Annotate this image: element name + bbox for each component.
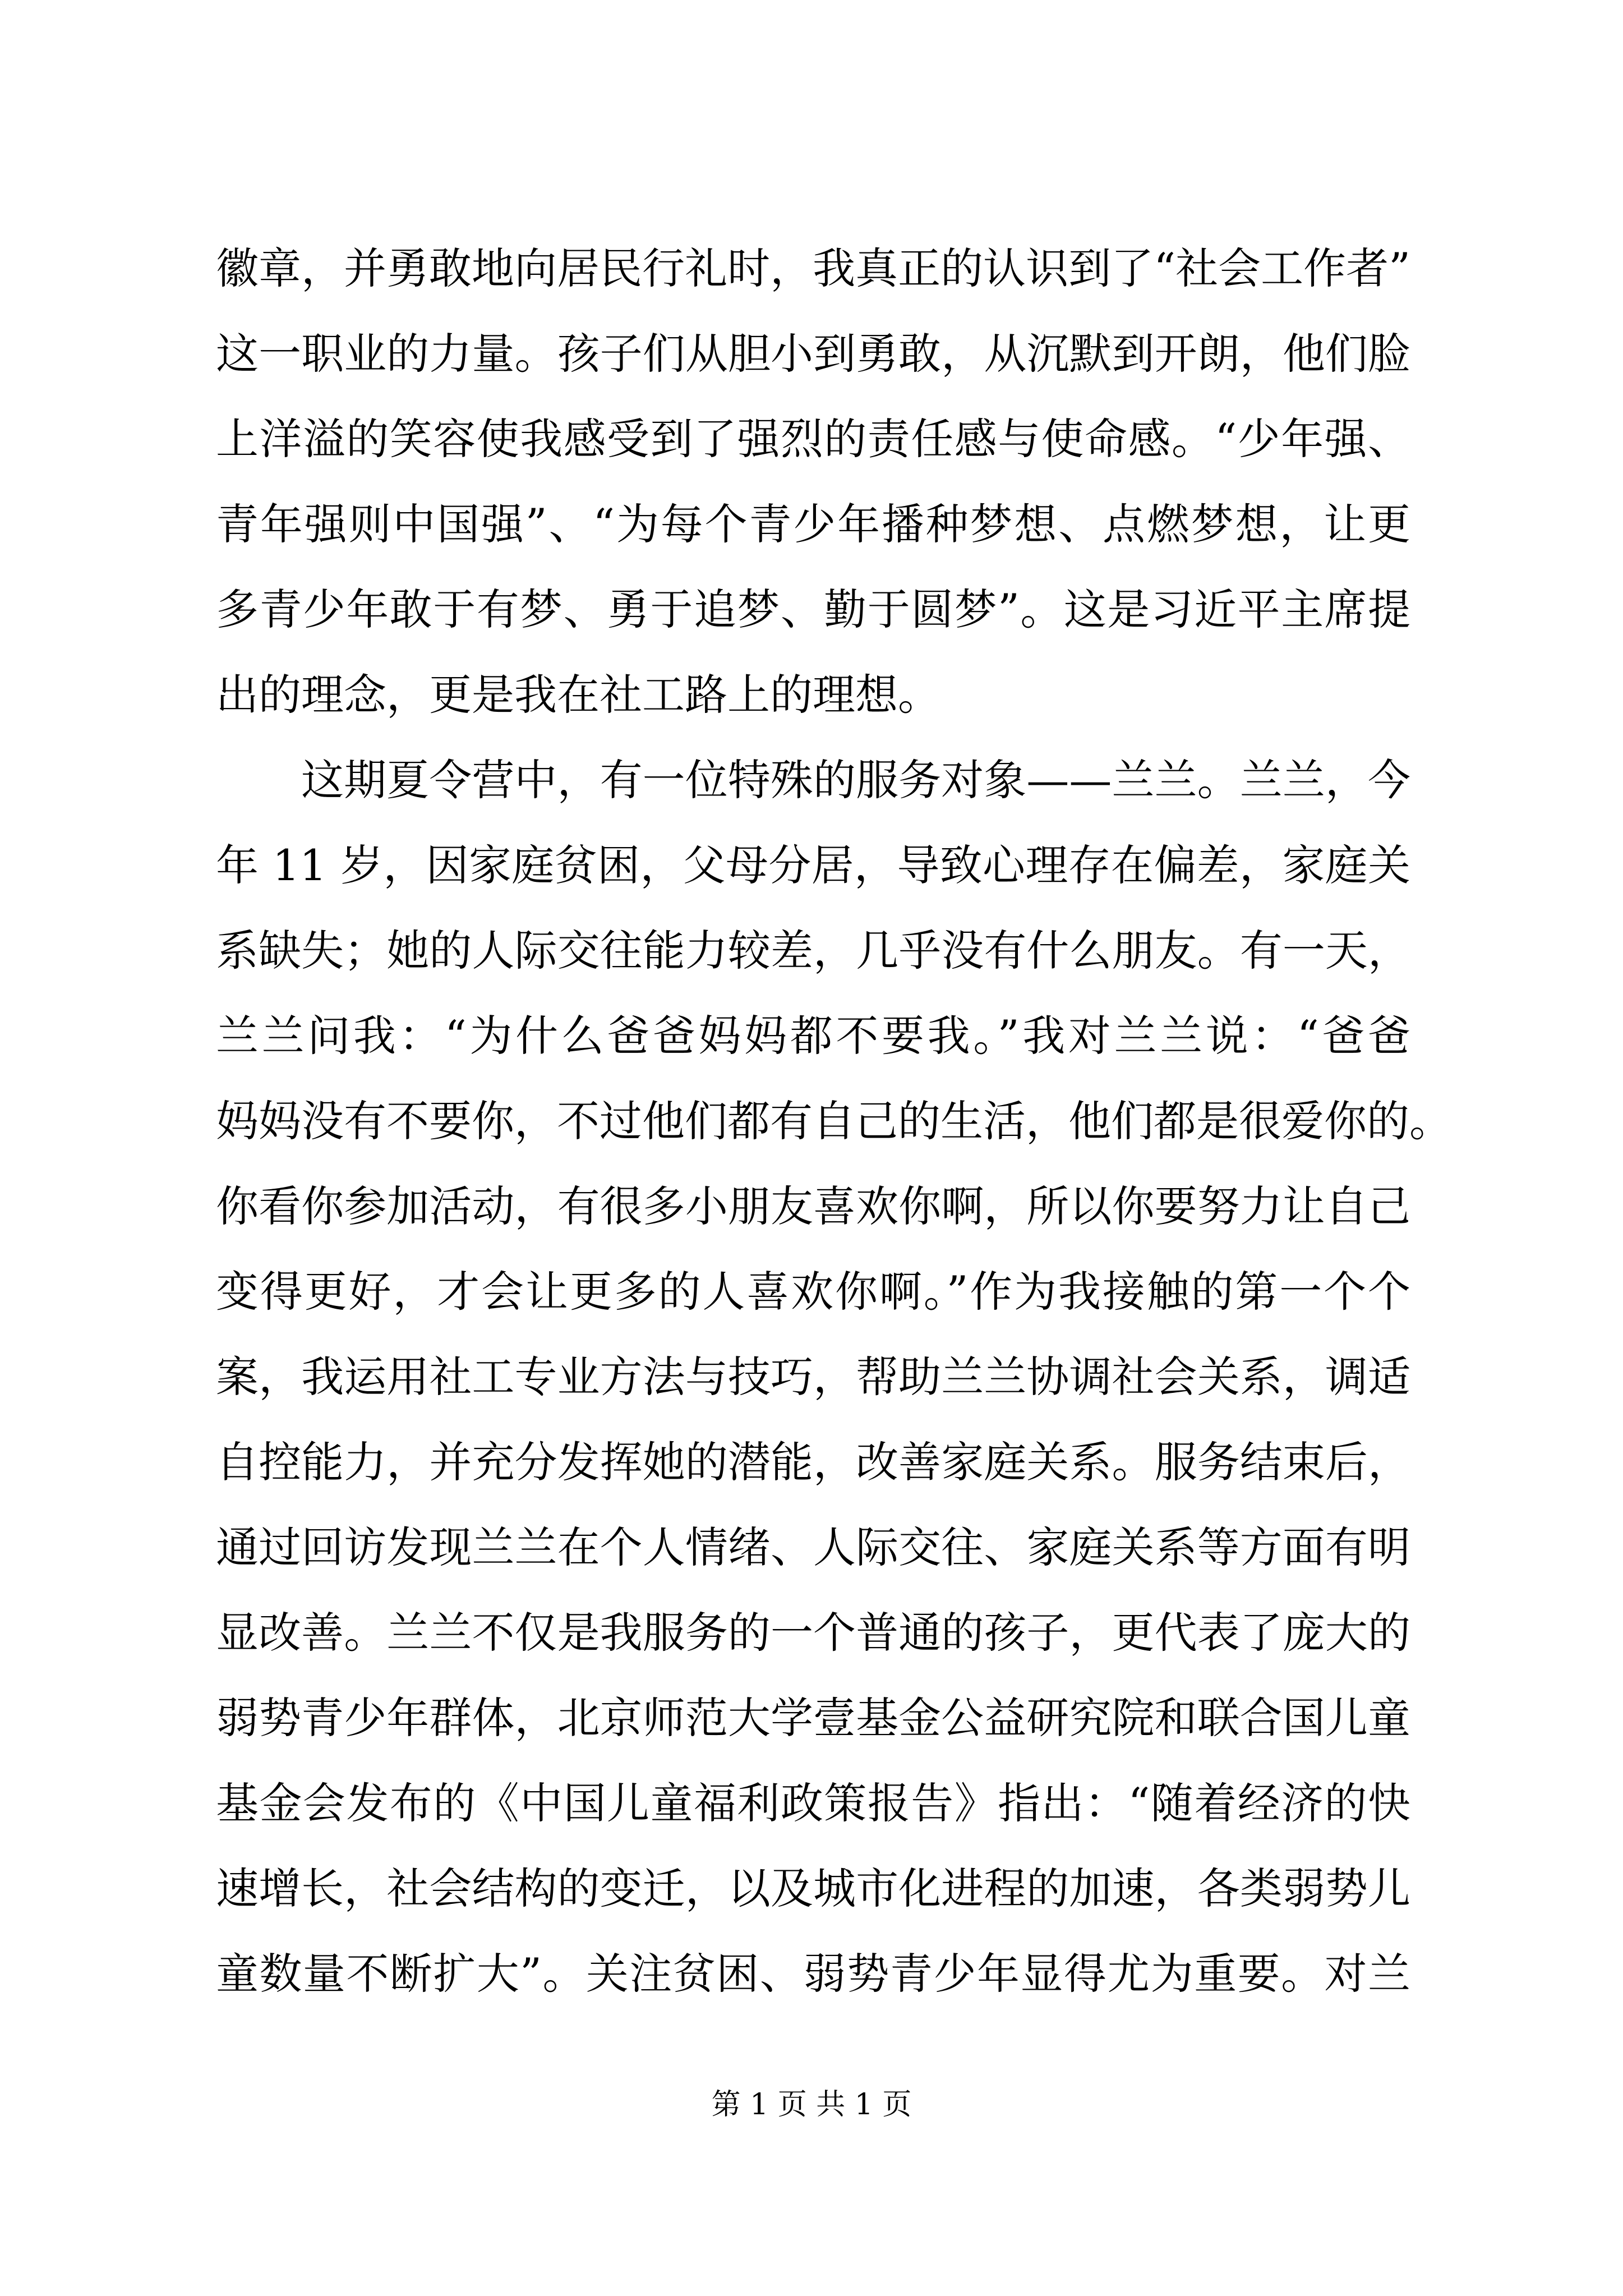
text-line: 显改善。兰兰不仅是我服务的一个普通的孩子，更代表了庞大的 xyxy=(216,1608,1410,1658)
paragraph-first-line: 这期夏令营中，有一位特殊的服务对象——兰兰。兰兰，今 xyxy=(301,755,1410,805)
text-line: 青年强则中国强”、“为每个青少年播种梦想、点燃梦想，让更 xyxy=(216,499,1410,549)
text-line: 多青少年敢于有梦、勇于追梦、勤于圆梦”。这是习近平主席提 xyxy=(216,585,1410,634)
text-line: 妈妈没有不要你，不过他们都有自己的生活，他们都是很爱你的。 xyxy=(216,1096,1452,1146)
text-line: 变得更好，才会让更多的人喜欢你啊。”作为我接触的第一个个 xyxy=(216,1267,1410,1317)
text-line: 上洋溢的笑容使我感受到了强烈的责任感与使命感。“少年强、 xyxy=(216,414,1410,464)
text-line: 速增长，社会结构的变迁，以及城市化进程的加速，各类弱势儿 xyxy=(216,1864,1410,1913)
page-number-footer: 第 1 页 共 1 页 xyxy=(711,2088,912,2122)
text-line: 年 11 岁，因家庭贫困，父母分居，导致心理存在偏差，家庭关 xyxy=(216,840,1410,890)
text-line: 这一职业的力量。孩子们从胆小到勇敢，从沉默到开朗，他们脸 xyxy=(216,329,1410,379)
text-line: 出的理念，更是我在社工路上的理想。 xyxy=(216,670,940,720)
text-line: 案，我运用社工专业方法与技巧，帮助兰兰协调社会关系，调适 xyxy=(216,1352,1410,1402)
text-line: 自控能力，并充分发挥她的潜能，改善家庭关系。服务结束后， xyxy=(216,1437,1410,1487)
text-line: 弱势青少年群体，北京师范大学壹基金公益研究院和联合国儿童 xyxy=(216,1693,1410,1743)
text-line: 系缺失；她的人际交往能力较差，几乎没有什么朋友。有一天， xyxy=(216,926,1410,976)
text-line: 童数量不断扩大”。关注贫困、弱势青少年显得尤为重要。对兰 xyxy=(216,1949,1410,1999)
text-line: 兰兰问我：“为什么爸爸妈妈都不要我。”我对兰兰说：“爸爸 xyxy=(216,1011,1410,1061)
text-line: 你看你参加活动，有很多小朋友喜欢你啊，所以你要努力让自己 xyxy=(216,1181,1410,1231)
text-line: 基金会发布的《中国儿童福利政策报告》指出：“随着经济的快 xyxy=(216,1778,1410,1828)
text-line: 徽章，并勇敢地向居民行礼时，我真正的认识到了“社会工作者” xyxy=(216,243,1410,293)
text-line: 通过回访发现兰兰在个人情绪、人际交往、家庭关系等方面有明 xyxy=(216,1522,1410,1572)
